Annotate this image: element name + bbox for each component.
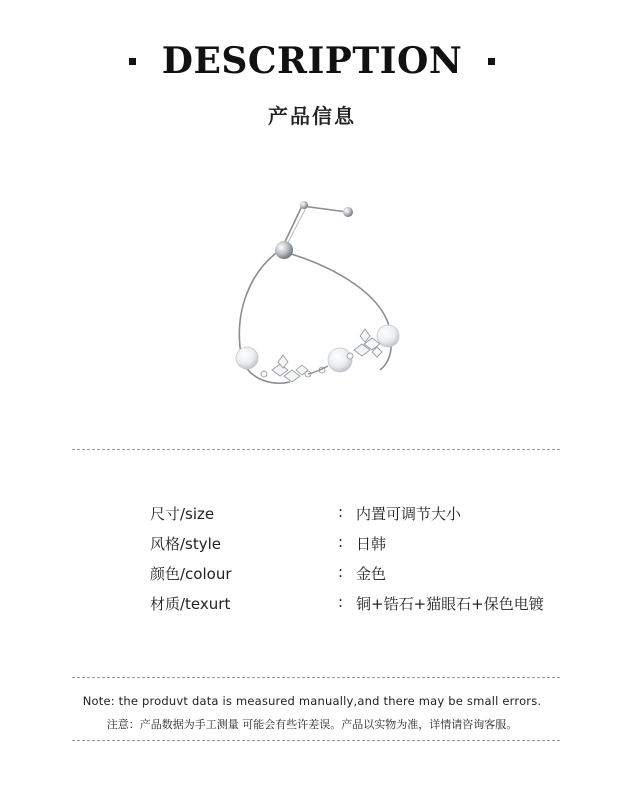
spec-row-colour (150, 563, 570, 593)
bracelet-image (212, 190, 412, 410)
divider-bottom (72, 740, 560, 741)
divider-top (72, 449, 560, 450)
spec-colon: : (338, 533, 344, 551)
bullet-square-left-icon (129, 58, 136, 65)
spec-label: 风格/style (150, 535, 222, 553)
spec-row-style (150, 533, 570, 563)
title-row (0, 40, 624, 82)
page-title: DESCRIPTION (161, 40, 463, 82)
spec-label: 材质/texurt (150, 595, 231, 613)
spec-value: 日韩 (356, 535, 387, 553)
spec-table (150, 503, 570, 623)
bracelet-icon (212, 190, 412, 410)
spec-label: 颜色/colour (150, 565, 232, 583)
bullet-square-right-icon (488, 58, 495, 65)
spec-row-material (150, 593, 570, 623)
note-english: Note: the produvt data is measured manually,and there may be small errors. (82, 694, 542, 708)
spec-value: 铜+锆石+猫眼石+保色电镀 (356, 595, 544, 613)
spec-label: 尺寸/size (150, 505, 215, 523)
spec-value: 内置可调节大小 (356, 505, 462, 523)
spec-colon: : (338, 503, 344, 521)
spec-value: 金色 (356, 565, 387, 583)
spec-row-size (150, 503, 570, 533)
page-subtitle: 产品信息 (268, 104, 356, 128)
header (0, 40, 624, 129)
note-chinese: 注意：产品数据为手工测量 可能会有些许差误。产品以实物为准，详情请咨询客服。 (106, 718, 518, 731)
spec-colon: : (338, 593, 344, 611)
spec-colon: : (338, 563, 344, 581)
divider-middle (72, 677, 560, 678)
